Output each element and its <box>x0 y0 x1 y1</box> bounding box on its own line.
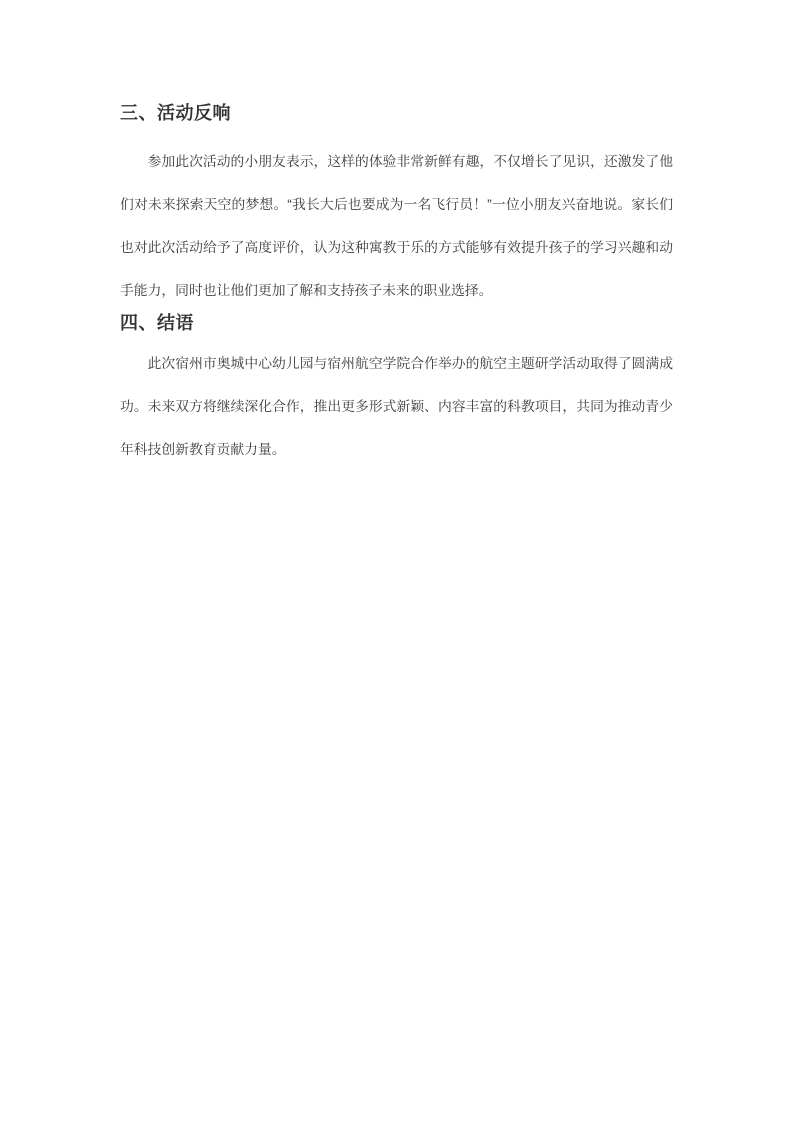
section-heading-conclusion: 四、结语 <box>120 313 194 333</box>
section-heading-activity-response: 三、活动反响 <box>120 103 231 123</box>
paragraph-conclusion: 此次宿州市奥城中心幼儿园与宿州航空学院合作举办的航空主题研学活动取得了圆满成功。未来双方将继续深化合作，推出更多形式新颖、内容丰富的科教项目，共同为推动青少年科技创新教育贡献力量。 <box>120 356 673 457</box>
paragraph-activity-response: 参加此次活动的小朋友表示，这样的体验非常新鲜有趣，不仅增长了见识，还激发了他们对未来探索天空的梦想。“我长大后也要成为一名飞行员！”一位小朋友兴奋地说。家长们也对此次活动给予了高度评价，认为这种寓教于乐的方式能够有效提升孩子的学习兴趣和动手能力，同时也让他们更加了解和支持孩子未来的职业选择。 <box>120 154 673 298</box>
document-content <box>0 0 793 471</box>
